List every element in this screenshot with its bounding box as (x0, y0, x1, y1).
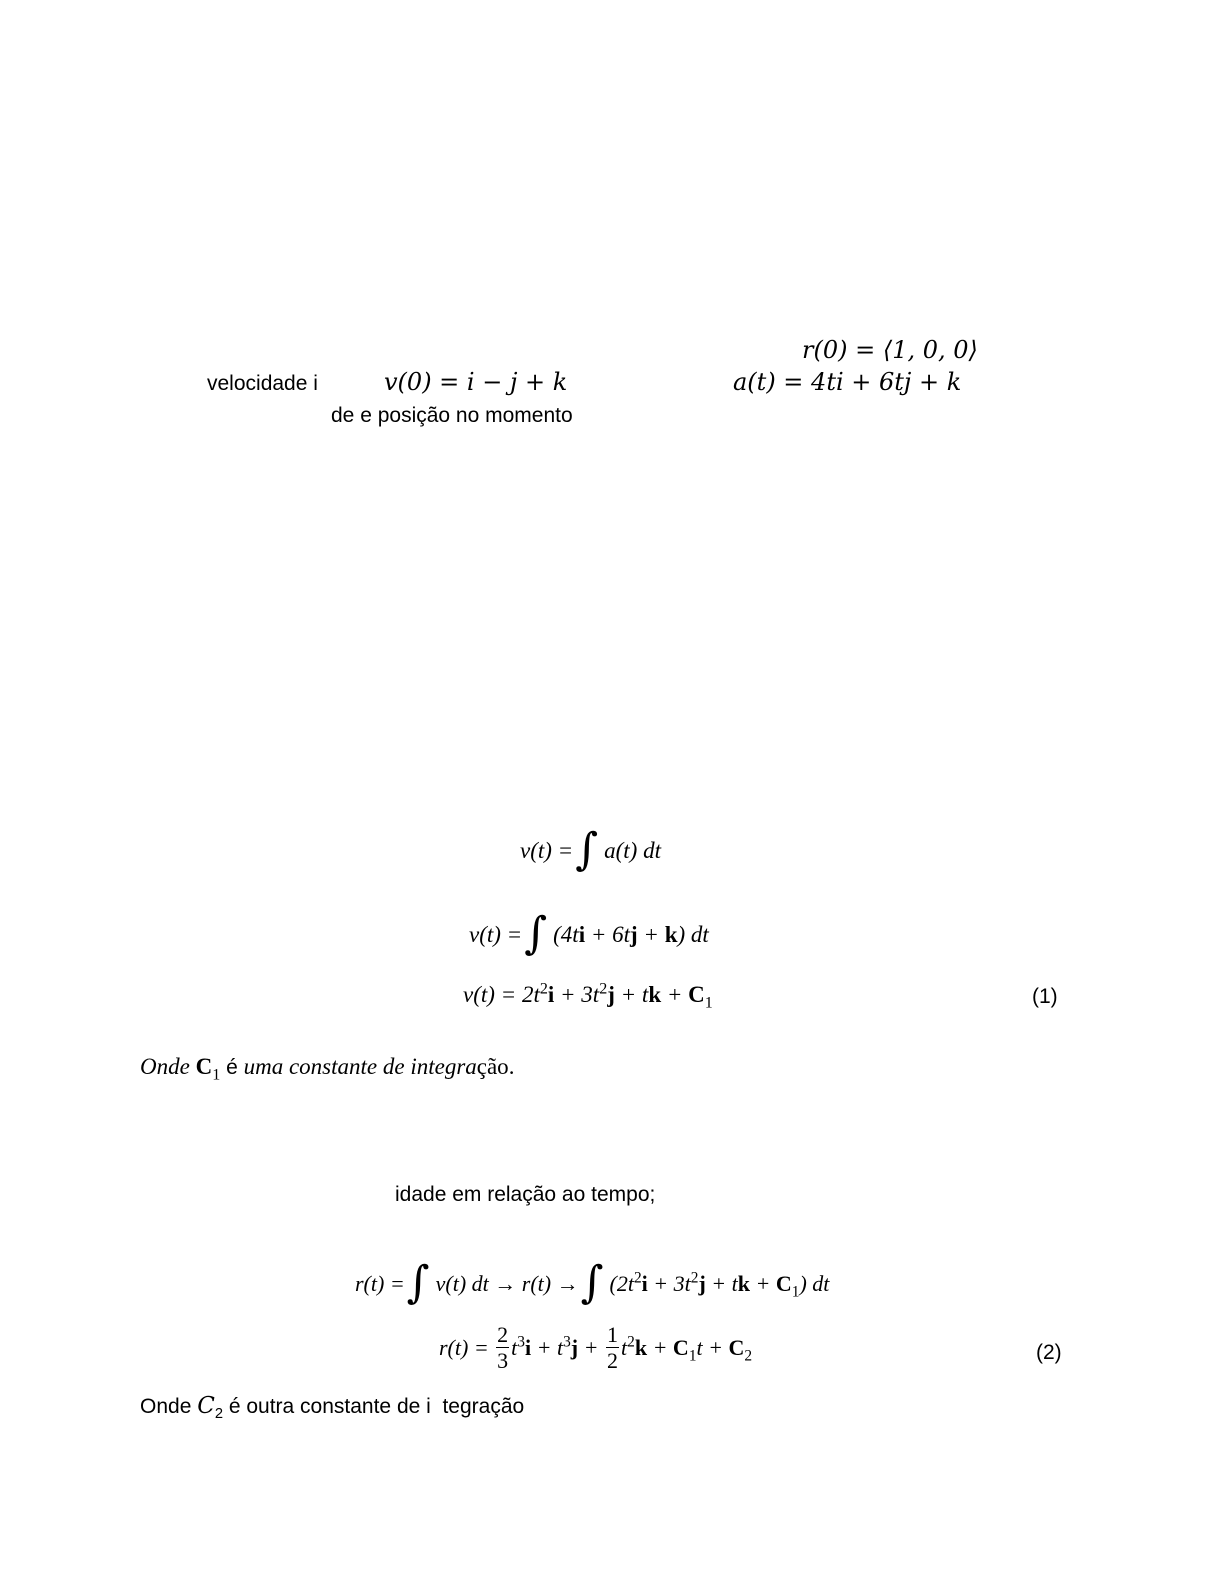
eq-term: + 6t (585, 922, 630, 947)
unit-j: j (570, 1335, 579, 1360)
equation-v-expand (469, 902, 709, 959)
integral-sign: ∫ (575, 824, 599, 875)
label-posicao: de e posição no momento (331, 404, 573, 427)
eq-term: (4t (553, 922, 579, 947)
unit-j: j (630, 922, 638, 947)
eq-term: ) dt (799, 1271, 830, 1296)
exponent: 3 (563, 1333, 571, 1351)
fraction-two-thirds (496, 1324, 509, 1372)
fraction-numerator: 2 (497, 1322, 509, 1347)
eq-term: ) dt (677, 922, 709, 947)
eq-term: + (647, 1335, 673, 1360)
eq-term: t (620, 1335, 628, 1360)
equation-number-2: (2) (1036, 1341, 1062, 1364)
note-word: é outra constante de i tegração (223, 1395, 525, 1418)
equation-number-1: (1) (1032, 985, 1058, 1008)
eq-term-group (620, 1333, 753, 1365)
subscript: 2 (744, 1347, 753, 1365)
fragment-text: idade em relação ao tempo; (395, 1183, 656, 1206)
subscript: 1 (688, 1347, 697, 1365)
equation-a-t: a(t) = 4ti + 6tj + k (733, 368, 962, 396)
note-word: Onde (140, 1054, 196, 1079)
eq-term: + (661, 982, 689, 1007)
eq-lhs: r(t) = (355, 1271, 405, 1296)
equation-r0: r(0) = ⟨1, 0, 0⟩ (802, 336, 978, 364)
unit-k: k (634, 1335, 648, 1360)
exponent: 2 (599, 980, 608, 998)
equation-v-result (463, 980, 713, 1012)
integral-sign: ∫ (406, 1257, 430, 1308)
eq-rhs: a(t) dt (604, 838, 661, 863)
constant-c: C (197, 1393, 215, 1419)
eq-lhs: v(t) = (520, 838, 574, 863)
eq-term: + (750, 1271, 776, 1296)
eq-term: + (637, 922, 665, 947)
note-c1 (140, 1054, 515, 1084)
eq-term: + t (614, 982, 649, 1007)
unit-k: k (664, 922, 678, 947)
eq-term: t + (696, 1335, 729, 1360)
equation-v0: v(0) = i − j + k (384, 368, 568, 396)
unit-k: k (737, 1271, 751, 1296)
eq-term: + 3t (554, 982, 600, 1007)
eq-term: (2t (609, 1271, 634, 1296)
eq-lhs: v(t) = (469, 922, 523, 947)
eq-term-group (511, 1335, 604, 1360)
unit-k: k (648, 982, 662, 1007)
note-c2 (140, 1393, 525, 1423)
unit-j: j (698, 1271, 706, 1296)
exponent: 2 (539, 980, 548, 998)
fraction-denominator: 2 (606, 1348, 618, 1373)
exponent: 2 (627, 1333, 635, 1351)
subscript: 2 (214, 1406, 223, 1423)
note-word: . (508, 1054, 515, 1079)
fraction-denominator: 3 (497, 1348, 509, 1373)
note-word: uma constante de integra (243, 1054, 477, 1079)
integral-sign: ∫ (524, 908, 548, 959)
constant-c: C (195, 1054, 213, 1079)
eq-term: + (578, 1335, 604, 1360)
unit-i: i (578, 922, 586, 947)
eq-term: t (511, 1335, 518, 1360)
subscript: 1 (704, 994, 713, 1012)
eq-lhs: v(t) = 2t (463, 982, 540, 1007)
unit-i: i (525, 1335, 532, 1360)
equation-r-integral (355, 1251, 830, 1308)
note-word: é (220, 1056, 244, 1079)
note-word: ção (476, 1054, 509, 1079)
integral-sign: ∫ (580, 1257, 604, 1308)
equation-r-result (439, 1324, 752, 1372)
unit-i: i (641, 1271, 648, 1296)
constant-c: C (672, 1335, 689, 1360)
exponent: 3 (517, 1333, 525, 1351)
unit-i: i (547, 982, 555, 1007)
constant-c: C (688, 982, 705, 1007)
exponent: 2 (633, 1269, 642, 1287)
label-velocidade: velocidade i (207, 372, 318, 395)
eq-term: v(t) dt → r(t) → (435, 1271, 579, 1296)
exponent: 2 (690, 1269, 699, 1287)
constant-c: C (775, 1271, 792, 1296)
unit-j: j (607, 982, 615, 1007)
constant-c: C (728, 1335, 745, 1360)
eq-lhs: r(t) = (439, 1335, 489, 1360)
subscript: 1 (212, 1066, 221, 1084)
note-word: Onde (140, 1395, 198, 1418)
fraction-numerator: 1 (606, 1322, 618, 1347)
equation-v-integral (520, 818, 661, 875)
eq-term: + t (531, 1335, 564, 1360)
fraction-one-half (606, 1324, 619, 1372)
subscript: 1 (791, 1283, 800, 1301)
eq-term: + 3t (647, 1271, 691, 1296)
eq-term: + t (705, 1271, 738, 1296)
